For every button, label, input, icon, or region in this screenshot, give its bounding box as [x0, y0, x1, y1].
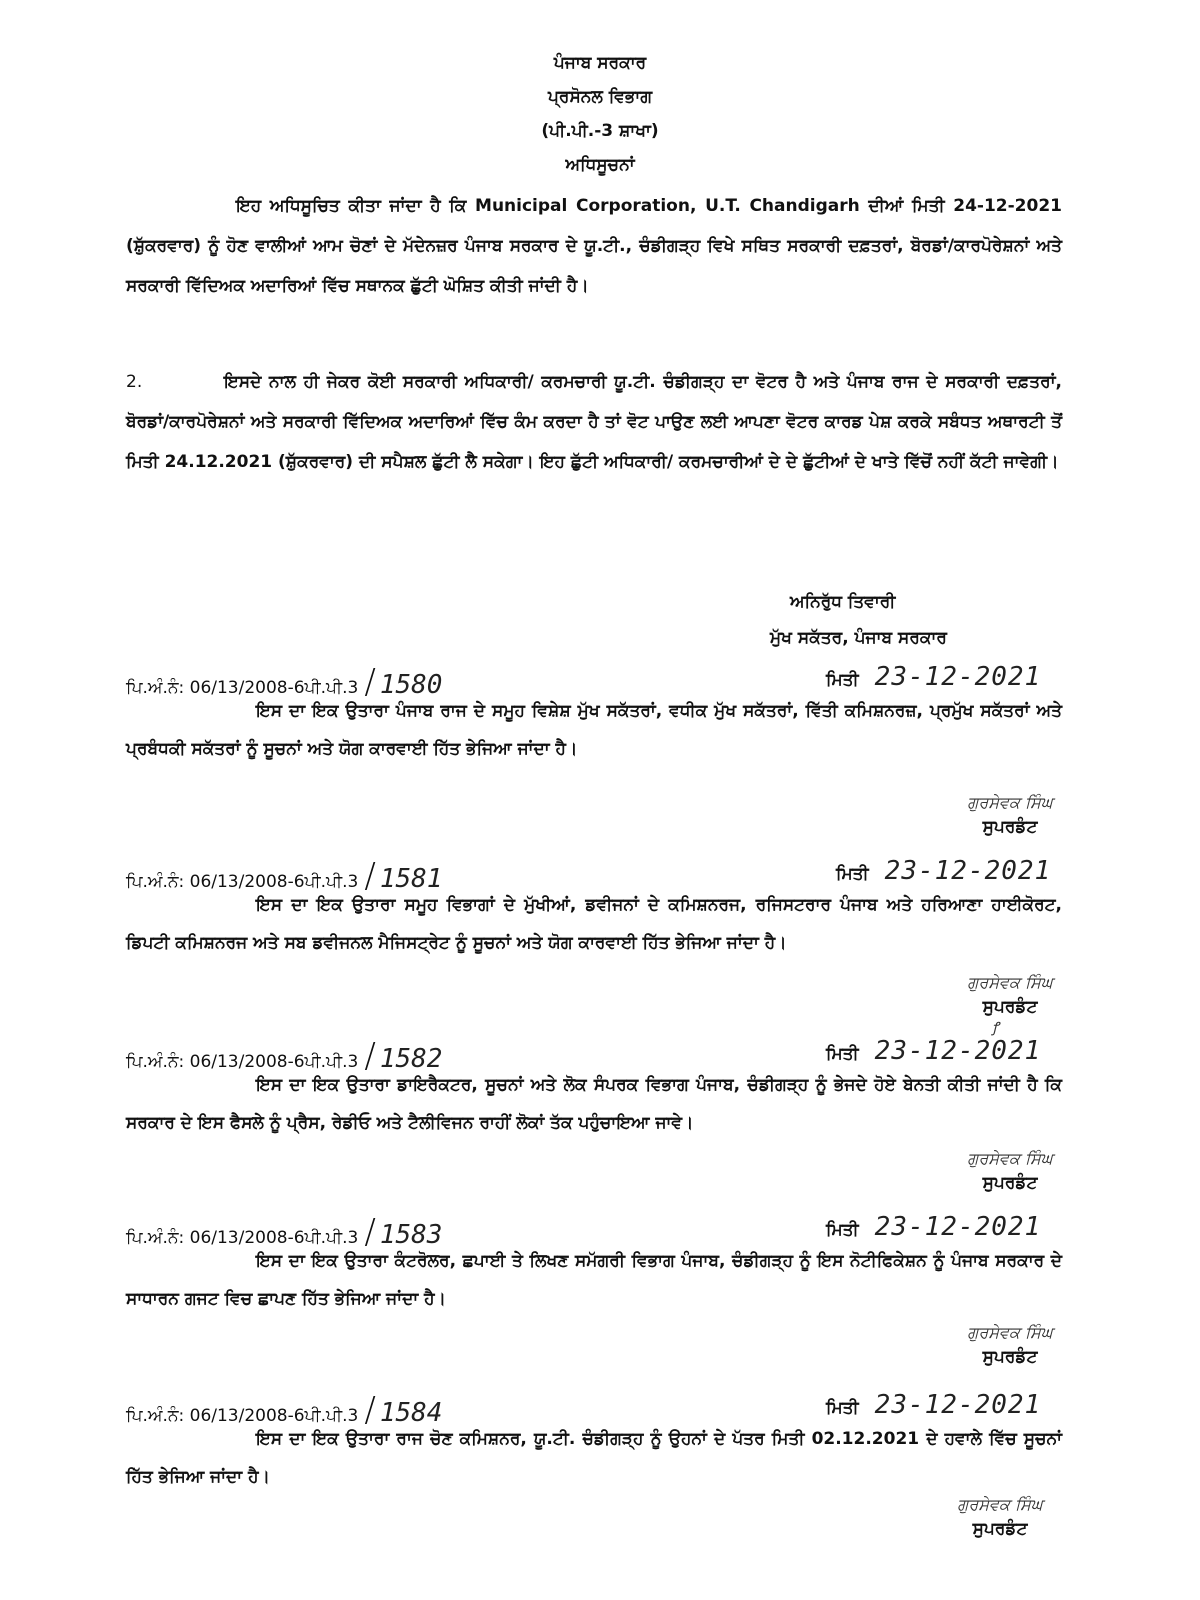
department-name: ਪ੍ਰਸੋਨਲ ਵਿਭਾਗ [547, 87, 653, 107]
paragraph-2 [126, 362, 1062, 482]
govt-name: ਪੰਜਾਬ ਸਰਕਾਰ [553, 53, 647, 73]
superintendent-label-4: ਸੁਪਰਡੰਟ [982, 1347, 1038, 1367]
ref-number: 1584 [379, 1398, 443, 1428]
ref-number: 1580 [379, 670, 443, 700]
ref-number: 1583 [379, 1220, 443, 1250]
copy-text-4-body: ਇਸ ਦਾ ਇਕ ਉਤਾਰਾ ਕੰਟਰੋਲਰ, ਛਪਾਈ ਤੇ ਲਿਖਣ ਸਮੱਗਰੀ ਵਿਭਾਗ ਪੰਜਾਬ, ਚੰਡੀਗੜ੍ਹ ਨੂੰ ਇਸ ਨੋਟੀਫਿਕੇਸ਼ਨ ਨੂੰ ਪੰਜਾਬ ਸਰਕਾਰ ਦੇ ਸਾਧਾਰਨ ਗਜਟ ਵਿਚ ਛਾਪਣ ਹਿੱਤ ਭੇਜਿਆ ਜਾਂਦਾ ਹੈ। [126, 1251, 1062, 1309]
superintendent-sign-3 [930, 1148, 1090, 1196]
date-label: ਮਿਤੀ [826, 1220, 859, 1240]
ref-number: 1581 [379, 864, 443, 894]
copy-text-2-body: ਇਸ ਦਾ ਇਕ ਉਤਾਰਾ ਸਮੂਹ ਵਿਭਾਗਾਂ ਦੇ ਮੁੱਖੀਆਂ, ਡਵੀਜਨਾਂ ਦੇ ਕਮਿਸ਼ਨਰਜ, ਰਜਿਸਟਰਾਰ ਪੰਜਾਬ ਅਤੇ ਹਰਿਆਣਾ ਹਾਈਕੋਰਟ, ਡਿਪਟੀ ਕਮਿਸ਼ਨਰਜ ਅਤੇ ਸਬ ਡਵੀਜਨਲ ਮੈਜਿਸਟ੍ਰੇਟ ਨੂੰ ਸੂਚਨਾਂ ਅਤੇ ਯੋਗ ਕਾਰਵਾਈ ਹਿੱਤ ਭੇਜਿਆ ਜਾਂਦਾ ਹੈ। [126, 895, 1062, 953]
signature-4: ਗੁਰਸੇਵਕ ਸਿੰਘ [967, 1323, 1053, 1342]
superintendent-sign-5 [920, 1494, 1080, 1542]
ref-prefix: ਪਿ.ਅੰ.ਨੰ: 06/13/2008-6ਪੀ.ਪੀ.3 [126, 1228, 359, 1248]
copy-text-3-body: ਇਸ ਦਾ ਇਕ ਉਤਾਰਾ ਡਾਇਰੈਕਟਰ, ਸੂਚਨਾਂ ਅਤੇ ਲੋਕ ਸੰਪਰਕ ਵਿਭਾਗ ਪੰਜਾਬ, ਚੰਡੀਗੜ੍ਹ ਨੂੰ ਭੇਜਦੇ ਹੋਏ ਬੇਨਤੀ ਕੀਤੀ ਜਾਂਦੀ ਹੈ ਕਿ ਸਰਕਾਰ ਦੇ ਇਸ ਫੈਸਲੇ ਨੂੰ ਪ੍ਰੈਸ, ਰੇਡੀਓ ਅਤੇ ਟੈਲੀਵਿਜਨ ਰਾਹੀਂ ਲੋਕਾਂ ਤੱਕ ਪਹੁੰਚਾਇਆ ਜਾਵੇ। [126, 1075, 1062, 1133]
notification-title: ਅਧਿਸੂਚਨਾਂ [565, 155, 635, 175]
ref-row-2: ਪਿ.ਅੰ.ਨੰ: 06/13/2008-6ਪੀ.ਪੀ.3 / 1581 ਮਿਤੀ 23-12-2021 [126, 856, 1052, 896]
superintendent-label-1: ਸੁਪਰਡੰਟ [982, 817, 1038, 837]
superintendent-label-3: ਸੁਪਰਡੰਟ [982, 1173, 1038, 1193]
date-label: ਮਿਤੀ [826, 1398, 859, 1418]
superintendent-sign-2 [930, 972, 1090, 1020]
signature-5: ਗੁਰਸੇਵਕ ਸਿੰਘ [957, 1495, 1043, 1514]
paragraph-1-text: ਇਹ ਅਧਿਸੂਚਿਤ ਕੀਤਾ ਜਾਂਦਾ ਹੈ ਕਿ Municipal Corporation, U.T. Chandigarh ਦੀਆਂ ਮਿਤੀ 24-12-2021 (ਸ਼ੁੱਕਰਵਾਰ) ਨੂੰ ਹੋਣ ਵਾਲੀਆਂ ਆਮ ਚੋਣਾਂ ਦੇ ਮੱਦੇਨਜ਼ਰ ਪੰਜਾਬ ਸਰਕਾਰ ਦੇ ਯੂ.ਟੀ., ਚੰਡੀਗੜ੍ਹ ਵਿਖੇ ਸਥਿਤ ਸਰਕਾਰੀ ਦਫ਼ਤਰਾਂ, ਬੋਰਡਾਂ/ਕਾਰਪੋਰੇਸ਼ਨਾਂ ਅਤੇ ਸਰਕਾਰੀ ਵਿੱਦਿਅਕ ਅਦਾਰਿਆਂ ਵਿੱਚ ਸਥਾਨਕ ਛੁੱਟੀ ਘੋਸ਼ਿਤ ਕੀਤੀ ਜਾਂਦੀ ਹੈ। [126, 196, 1062, 296]
paragraph-2-text: ਇਸਦੇ ਨਾਲ ਹੀ ਜੇਕਰ ਕੋਈ ਸਰਕਾਰੀ ਅਧਿਕਾਰੀ/ ਕਰਮਚਾਰੀ ਯੂ.ਟੀ. ਚੰਡੀਗੜ੍ਹ ਦਾ ਵੋਟਰ ਹੈ ਅਤੇ ਪੰਜਾਬ ਰਾਜ ਦੇ ਸਰਕਾਰੀ ਦਫ਼ਤਰਾਂ, ਬੋਰਡਾਂ/ਕਾਰਪੋਰੇਸ਼ਨਾਂ ਅਤੇ ਸਰਕਾਰੀ ਵਿੱਦਿਅਕ ਅਦਾਰਿਆਂ ਵਿੱਚ ਕੰਮ ਕਰਦਾ ਹੈ ਤਾਂ ਵੋਟ ਪਾਉਣ ਲਈ ਆਪਣਾ ਵੋਟਰ ਕਾਰਡ ਪੇਸ਼ ਕਰਕੇ ਸਬੰਧਤ ਅਥਾਰਟੀ ਤੋਂ ਮਿਤੀ 24.12.2021 (ਸ਼ੁੱਕਰਵਾਰ) ਦੀ ਸਪੈਸ਼ਲ ਛੁੱਟੀ ਲੈ ਸਕੇਗਾ। ਇਹ ਛੁੱਟੀ ਅਧਿਕਾਰੀ/ ਕਰਮਚਾਰੀਆਂ ਦੇ ਦੇ ਛੁੱਟੀਆਂ ਦੇ ਖਾਤੇ ਵਿੱਚੋਂ ਨਹੀਂ ਕੱਟੀ ਜਾਵੇਗੀ। [126, 372, 1062, 472]
paragraph-1 [126, 186, 1062, 306]
ref-date: 23-12-2021 [874, 1036, 1042, 1066]
ref-row-5: ਪਿ.ਅੰ.ਨੰ: 06/13/2008-6ਪੀ.ਪੀ.3 / 1584 ਮਿਤੀ 23-12-2021 [126, 1390, 1042, 1430]
copy-text-2 [126, 886, 1062, 962]
superintendent-sign-4 [930, 1322, 1090, 1370]
branch-name: (ਪੀ.ਪੀ.-3 ਸ਼ਾਖਾ) [541, 121, 659, 141]
ref-row-4: ਪਿ.ਅੰ.ਨੰ: 06/13/2008-6ਪੀ.ਪੀ.3 / 1583 ਮਿਤੀ 23-12-2021 [126, 1212, 1042, 1252]
signature-1: ਗੁਰਸੇਵਕ ਸਿੰਘ [967, 793, 1053, 812]
ref-row-1: ਪਿ.ਅੰ.ਨੰ: 06/13/2008-6ਪੀ.ਪੀ.3 / 1580 ਮਿਤੀ 23-12-2021 [126, 662, 1042, 702]
ref-prefix: ਪਿ.ਅੰ.ਨੰ: 06/13/2008-6ਪੀ.ਪੀ.3 [126, 1406, 359, 1426]
ref-date: 23-12-2021 [874, 1212, 1042, 1242]
copy-text-1 [126, 692, 1062, 768]
ref-prefix: ਪਿ.ਅੰ.ਨੰ: 06/13/2008-6ਪੀ.ਪੀ.3 [126, 872, 359, 892]
superintendent-label-5: ਸੁਪਰਡੰਟ [972, 1519, 1028, 1539]
signatory-block [770, 584, 1110, 656]
signatory-designation: ਮੁੱਖ ਸਕੱਤਰ, ਪੰਜਾਬ ਸਰਕਾਰ [770, 628, 947, 648]
ref-row-3: ਪਿ.ਅੰ.ਨੰ: 06/13/2008-6ਪੀ.ਪੀ.3 / 1582 ਮਿਤੀ 23-12-2021 [126, 1036, 1042, 1076]
ref-date: 23-12-2021 [874, 662, 1042, 692]
superintendent-sign-1 [930, 792, 1090, 840]
signature-2: ਗੁਰਸੇਵਕ ਸਿੰਘ [967, 973, 1053, 992]
signatory-name: ਅਨਿਰੁੱਧ ਤਿਵਾਰੀ [790, 592, 896, 612]
date-label: ਮਿਤੀ [826, 1044, 859, 1064]
ref-date: 23-12-2021 [874, 1390, 1042, 1420]
ref-date: 23-12-2021 [884, 856, 1052, 886]
date-label: ਮਿਤੀ [826, 670, 859, 690]
copy-text-5 [126, 1420, 1062, 1496]
superintendent-label-2: ਸੁਪਰਡੰਟ [982, 997, 1038, 1017]
ref-prefix: ਪਿ.ਅੰ.ਨੰ: 06/13/2008-6ਪੀ.ਪੀ.3 [126, 678, 359, 698]
copy-text-3 [126, 1066, 1062, 1142]
paragraph-2-number: 2. [126, 372, 143, 392]
ref-number: 1582 [379, 1044, 443, 1074]
copy-text-1-body: ਇਸ ਦਾ ਇਕ ਉਤਾਰਾ ਪੰਜਾਬ ਰਾਜ ਦੇ ਸਮੂਹ ਵਿਸ਼ੇਸ਼ ਮੁੱਖ ਸਕੱਤਰਾਂ, ਵਧੀਕ ਮੁੱਖ ਸਕੱਤਰਾਂ, ਵਿੱਤੀ ਕਮਿਸ਼ਨਰਜ਼, ਪ੍ਰਮੁੱਖ ਸਕੱਤਰਾਂ ਅਤੇ ਪ੍ਰਬੰਧਕੀ ਸਕੱਤਰਾਂ ਨੂੰ ਸੂਚਨਾਂ ਅਤੇ ਯੋਗ ਕਾਰਵਾਈ ਹਿੱਤ ਭੇਜਿਆ ਜਾਂਦਾ ਹੈ। [126, 701, 1062, 759]
document-header [0, 46, 1200, 182]
ref-prefix: ਪਿ.ਅੰ.ਨੰ: 06/13/2008-6ਪੀ.ਪੀ.3 [126, 1052, 359, 1072]
copy-text-5-body: ਇਸ ਦਾ ਇਕ ਉਤਾਰਾ ਰਾਜ ਚੋਣ ਕਮਿਸ਼ਨਰ, ਯੂ.ਟੀ. ਚੰਡੀਗੜ੍ਹ ਨੂੰ ਉਹਨਾਂ ਦੇ ਪੱਤਰ ਮਿਤੀ 02.12.2021 ਦੇ ਹਵਾਲੇ ਵਿੱਚ ਸੂਚਨਾਂ ਹਿੱਤ ਭੇਜਿਆ ਜਾਂਦਾ ਹੈ। [126, 1429, 1062, 1487]
copy-text-4 [126, 1242, 1062, 1318]
signature-3: ਗੁਰਸੇਵਕ ਸਿੰਘ [967, 1149, 1053, 1168]
initial-mark: ꝭ [992, 1020, 999, 1036]
date-label: ਮਿਤੀ [836, 864, 869, 884]
